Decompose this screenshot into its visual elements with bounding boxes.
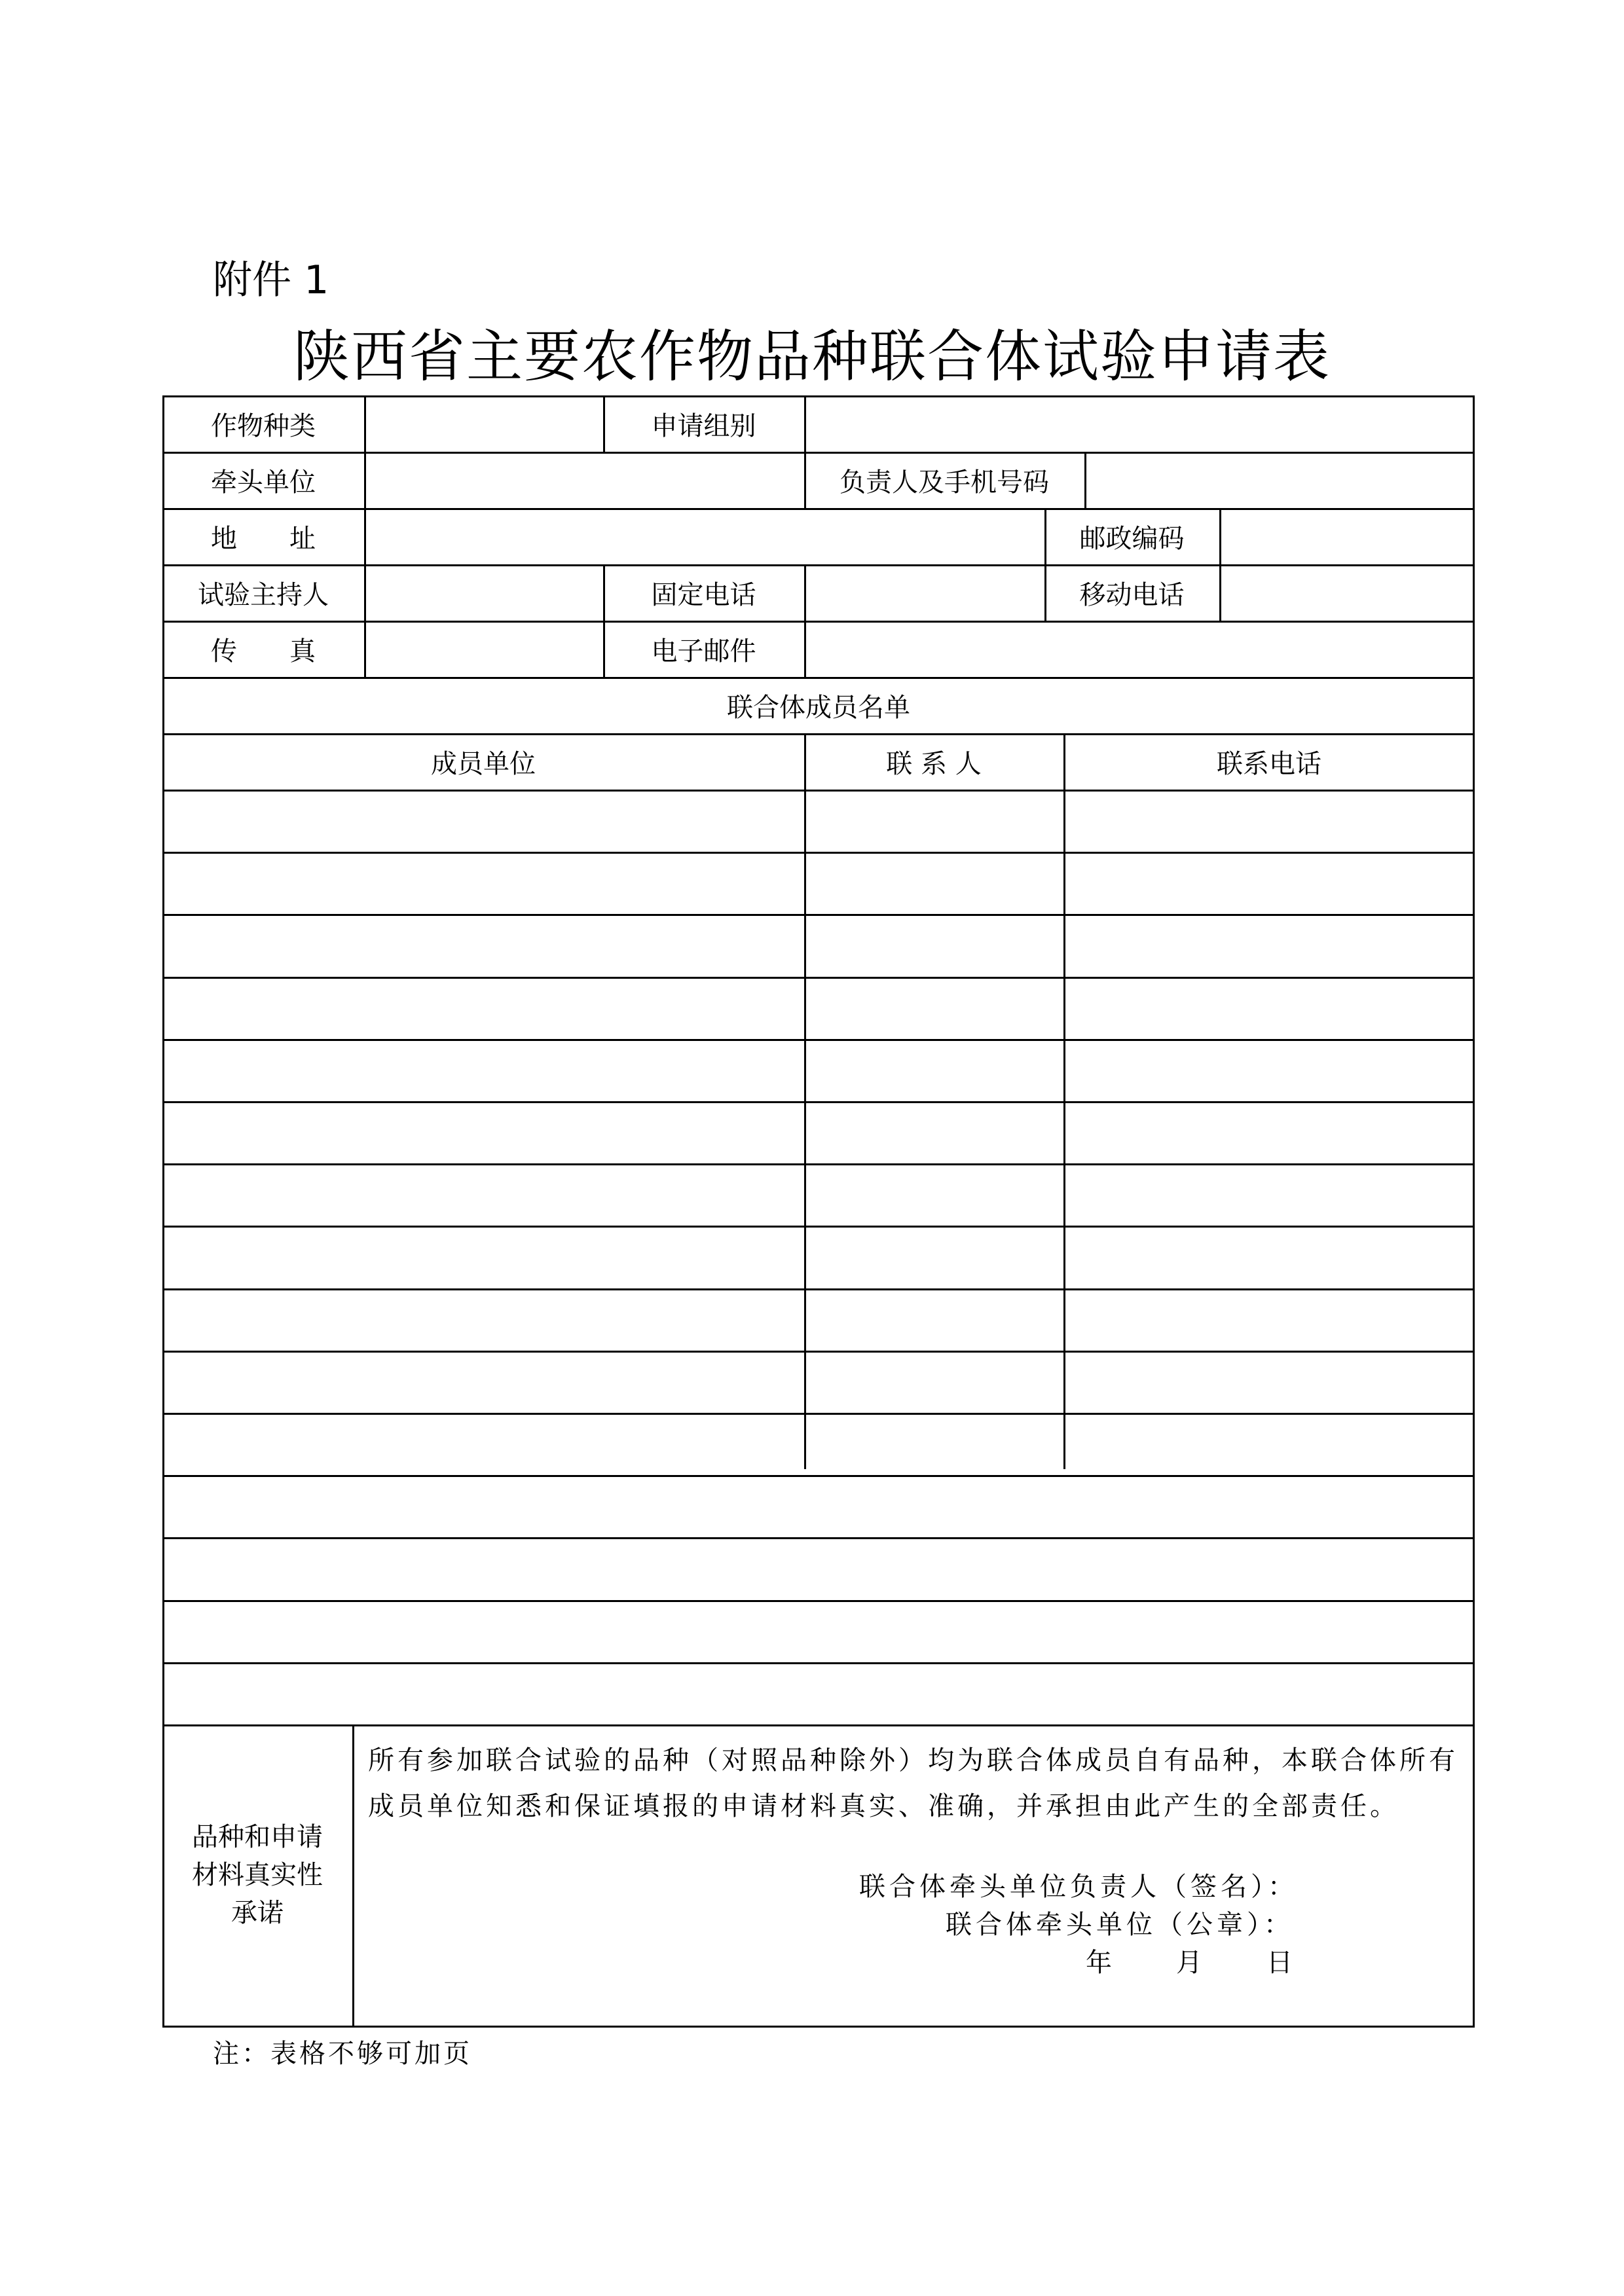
member-phone-cell[interactable] xyxy=(1063,1537,1475,1599)
member-unit-cell[interactable] xyxy=(162,1101,804,1163)
email-field[interactable] xyxy=(804,621,1475,677)
member-phone-cell[interactable] xyxy=(1063,1600,1475,1662)
address-label: 地 址 xyxy=(211,523,316,554)
group-field[interactable] xyxy=(804,395,1475,452)
postcode-field[interactable] xyxy=(1219,508,1475,564)
member-unit-cell[interactable] xyxy=(162,1288,804,1351)
member-contact-cell[interactable] xyxy=(804,1413,1063,1475)
postcode-label: 邮政编码 xyxy=(1079,523,1185,554)
group-label: 申请组别 xyxy=(651,410,756,441)
leader-signature-line: 联合体牵头单位负责人（签名）： xyxy=(859,1872,1298,1902)
footnote: 注：表格不够可加页 xyxy=(213,2039,472,2069)
promise-label-line3: 承诺 xyxy=(231,1898,284,1928)
member-contact-cell[interactable] xyxy=(804,1039,1063,1101)
lead-unit-label: 牵头单位 xyxy=(211,467,316,498)
member-unit-cell[interactable] xyxy=(162,1351,804,1413)
address-field[interactable] xyxy=(364,508,1044,564)
member-phone-cell[interactable] xyxy=(1063,1101,1475,1163)
member-unit-cell[interactable] xyxy=(162,1163,804,1226)
member-unit-cell[interactable] xyxy=(162,852,804,914)
member-unit-cell[interactable] xyxy=(162,1475,804,1537)
promise-label-line2: 材料真实性 xyxy=(192,1860,323,1890)
page-title: 陕西省主要农作物品种联合体试验申请表 xyxy=(293,324,1331,390)
member-unit-cell[interactable] xyxy=(162,1039,804,1101)
email-label: 电子邮件 xyxy=(651,636,756,666)
member-phone-cell[interactable] xyxy=(1063,852,1475,914)
application-form xyxy=(162,395,1475,2026)
landline-field[interactable] xyxy=(804,564,1044,621)
member-phone-cell[interactable] xyxy=(1063,790,1475,852)
contact-phone-field[interactable] xyxy=(1084,452,1475,508)
member-phone-cell[interactable] xyxy=(1063,1351,1475,1413)
member-unit-cell[interactable] xyxy=(162,1226,804,1288)
promise-statement: 所有参加联合试验的品种（对照品种除外）均为联合体成员自有品种，本联合体所有成员单位知悉和保证填报的申请材料真实、准确，并承担由此产生的全部责任。 xyxy=(368,1745,1458,1821)
member-contact-cell[interactable] xyxy=(804,1537,1063,1599)
member-contact-cell[interactable] xyxy=(804,977,1063,1039)
member-phone-cell[interactable] xyxy=(1063,1226,1475,1288)
col-header-contact: 联 系 人 xyxy=(886,748,982,779)
member-phone-cell[interactable] xyxy=(1063,1039,1475,1101)
member-phone-cell[interactable] xyxy=(1063,1413,1475,1475)
col-header-phone: 联系电话 xyxy=(1217,748,1321,779)
unit-seal-line: 联合体牵头单位（公章）： xyxy=(946,1910,1294,1940)
contact-phone-label: 负责人及手机号码 xyxy=(840,467,1049,498)
host-label: 试验主持人 xyxy=(198,579,329,610)
col-header-unit: 成员单位 xyxy=(431,748,536,779)
rule xyxy=(162,1724,1475,1726)
member-phone-cell[interactable] xyxy=(1063,977,1475,1039)
member-unit-cell[interactable] xyxy=(162,1600,804,1662)
crop-type-label: 作物种类 xyxy=(211,410,316,441)
mobile-field[interactable] xyxy=(1219,564,1475,621)
member-contact-cell[interactable] xyxy=(804,1226,1063,1288)
fax-field[interactable] xyxy=(364,621,603,677)
member-unit-cell[interactable] xyxy=(162,1662,804,1724)
member-phone-cell[interactable] xyxy=(1063,1475,1475,1537)
member-contact-cell[interactable] xyxy=(804,1662,1063,1724)
mobile-label: 移动电话 xyxy=(1079,579,1185,610)
member-contact-cell[interactable] xyxy=(804,1475,1063,1537)
member-unit-cell[interactable] xyxy=(162,790,804,852)
promise-label-line1: 品种和申请 xyxy=(192,1822,323,1852)
member-unit-cell[interactable] xyxy=(162,1413,804,1475)
annex-label: 附件 1 xyxy=(213,257,329,303)
date-line: 年 月 日 xyxy=(1086,1948,1297,1978)
member-contact-cell[interactable] xyxy=(804,1101,1063,1163)
member-unit-cell[interactable] xyxy=(162,977,804,1039)
fax-label: 传 真 xyxy=(211,636,316,666)
rule xyxy=(162,2026,1475,2028)
member-unit-cell[interactable] xyxy=(162,914,804,976)
member-contact-cell[interactable] xyxy=(804,1351,1063,1413)
landline-label: 固定电话 xyxy=(651,579,756,610)
host-field[interactable] xyxy=(364,564,603,621)
member-phone-cell[interactable] xyxy=(1063,1662,1475,1724)
members-section-title: 联合体成员名单 xyxy=(727,692,910,723)
crop-type-field[interactable] xyxy=(364,395,603,452)
lead-unit-field[interactable] xyxy=(364,452,804,508)
member-unit-cell[interactable] xyxy=(162,1537,804,1599)
member-contact-cell[interactable] xyxy=(804,1288,1063,1351)
member-contact-cell[interactable] xyxy=(804,1163,1063,1226)
member-phone-cell[interactable] xyxy=(1063,914,1475,976)
member-contact-cell[interactable] xyxy=(804,914,1063,976)
member-phone-cell[interactable] xyxy=(1063,1163,1475,1226)
promise-label xyxy=(162,1724,352,2026)
member-contact-cell[interactable] xyxy=(804,790,1063,852)
member-contact-cell[interactable] xyxy=(804,1600,1063,1662)
member-contact-cell[interactable] xyxy=(804,852,1063,914)
member-phone-cell[interactable] xyxy=(1063,1288,1475,1351)
rule xyxy=(352,1724,354,2026)
